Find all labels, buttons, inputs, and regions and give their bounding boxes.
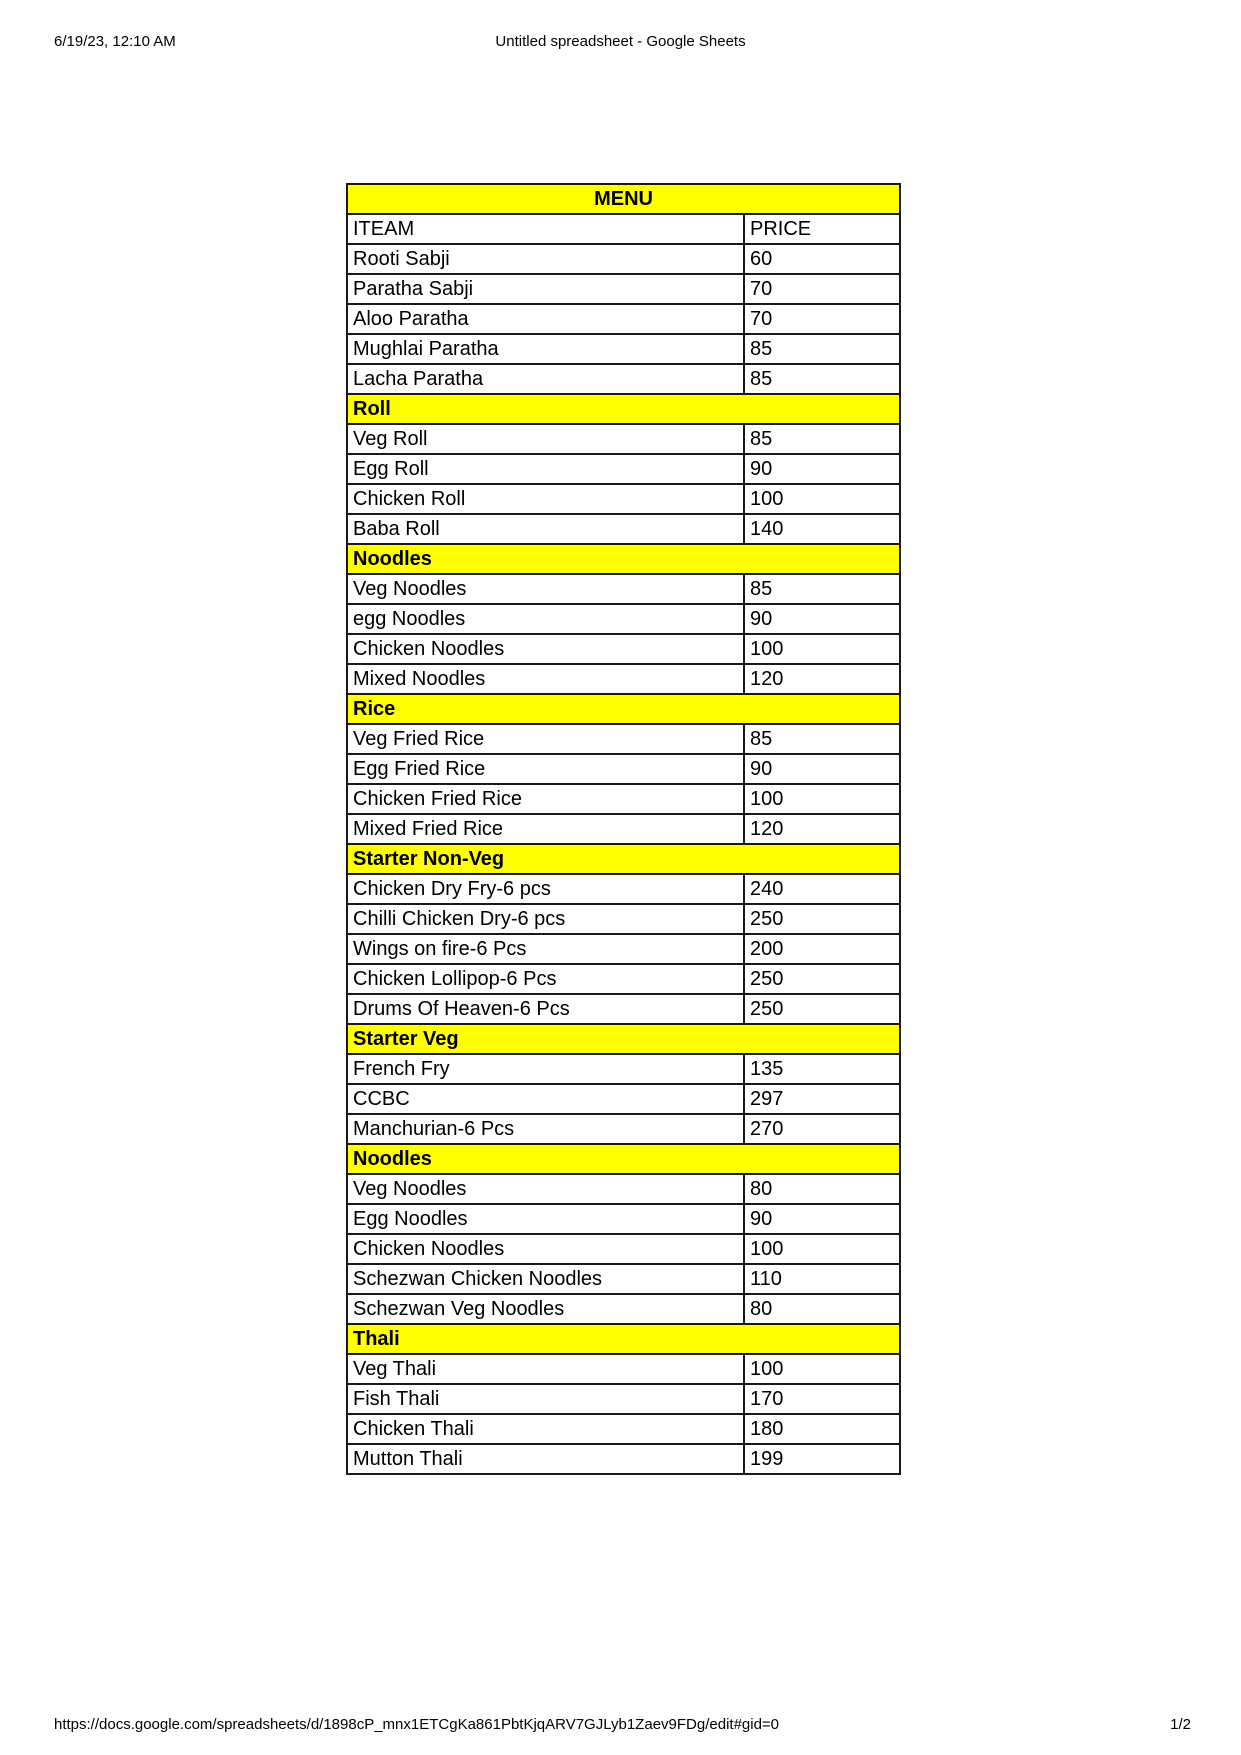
menu-item-row	[347, 634, 900, 664]
menu-item-price: 270	[744, 1114, 900, 1144]
menu-section-row	[347, 544, 900, 574]
menu-item-row	[347, 514, 900, 544]
menu-item-row	[347, 604, 900, 634]
menu-item-row	[347, 1264, 900, 1294]
menu-item-name: Fish Thali	[347, 1384, 744, 1414]
menu-item-row	[347, 1414, 900, 1444]
menu-item-price: 250	[744, 904, 900, 934]
menu-item-row	[347, 1084, 900, 1114]
menu-item-price: 80	[744, 1294, 900, 1324]
menu-item-price: 90	[744, 454, 900, 484]
menu-item-row	[347, 784, 900, 814]
menu-item-price: 135	[744, 1054, 900, 1084]
menu-item-price: 200	[744, 934, 900, 964]
menu-item-row	[347, 364, 900, 394]
menu-item-name: Chicken Thali	[347, 1414, 744, 1444]
menu-item-row	[347, 1384, 900, 1414]
menu-item-name: Lacha Paratha	[347, 364, 744, 394]
menu-item-row	[347, 1234, 900, 1264]
menu-section-row	[347, 1324, 900, 1354]
menu-item-price: 90	[744, 1204, 900, 1234]
menu-table	[346, 183, 901, 1475]
menu-item-price: 90	[744, 604, 900, 634]
menu-item-name: Veg Roll	[347, 424, 744, 454]
menu-item-row	[347, 754, 900, 784]
menu-item-name: Chicken Dry Fry-6 pcs	[347, 874, 744, 904]
menu-item-price: 85	[744, 364, 900, 394]
menu-table-body	[347, 184, 900, 1474]
menu-item-row	[347, 334, 900, 364]
menu-item-row	[347, 274, 900, 304]
menu-item-name: Mixed Fried Rice	[347, 814, 744, 844]
menu-item-row	[347, 454, 900, 484]
menu-item-price: 110	[744, 1264, 900, 1294]
menu-header-row	[347, 214, 900, 244]
menu-item-price: 85	[744, 724, 900, 754]
menu-section-label: Starter Veg	[347, 1024, 900, 1054]
menu-item-price: 60	[744, 244, 900, 274]
menu-item-row	[347, 1354, 900, 1384]
menu-item-row	[347, 964, 900, 994]
menu-section-row	[347, 1024, 900, 1054]
menu-item-row	[347, 1054, 900, 1084]
menu-section-label: Thali	[347, 1324, 900, 1354]
menu-section-label: Noodles	[347, 544, 900, 574]
menu-item-price: 250	[744, 964, 900, 994]
menu-item-name: Chicken Fried Rice	[347, 784, 744, 814]
menu-item-row	[347, 1204, 900, 1234]
price-column-header: PRICE	[744, 214, 900, 244]
item-column-header: ITEAM	[347, 214, 744, 244]
menu-item-name: Chicken Noodles	[347, 634, 744, 664]
menu-item-price: 80	[744, 1174, 900, 1204]
menu-title-row	[347, 184, 900, 214]
menu-item-name: Baba Roll	[347, 514, 744, 544]
menu-item-row	[347, 724, 900, 754]
menu-item-price: 85	[744, 334, 900, 364]
menu-item-row	[347, 424, 900, 454]
menu-item-price: 180	[744, 1414, 900, 1444]
menu-item-name: Veg Noodles	[347, 574, 744, 604]
menu-item-name: CCBC	[347, 1084, 744, 1114]
menu-item-name: Chicken Roll	[347, 484, 744, 514]
print-header-title: Untitled spreadsheet - Google Sheets	[495, 33, 746, 50]
menu-item-price: 170	[744, 1384, 900, 1414]
menu-item-name: Chicken Noodles	[347, 1234, 744, 1264]
menu-item-row	[347, 1294, 900, 1324]
menu-item-name: French Fry	[347, 1054, 744, 1084]
menu-item-name: Veg Noodles	[347, 1174, 744, 1204]
menu-item-price: 100	[744, 1354, 900, 1384]
menu-item-name: Chilli Chicken Dry-6 pcs	[347, 904, 744, 934]
menu-item-name: Veg Fried Rice	[347, 724, 744, 754]
menu-item-name: Chicken Lollipop-6 Pcs	[347, 964, 744, 994]
menu-item-row	[347, 994, 900, 1024]
menu-item-price: 85	[744, 574, 900, 604]
menu-item-price: 140	[744, 514, 900, 544]
menu-item-name: Wings on fire-6 Pcs	[347, 934, 744, 964]
menu-item-name: Paratha Sabji	[347, 274, 744, 304]
menu-item-price: 100	[744, 784, 900, 814]
menu-item-row	[347, 574, 900, 604]
menu-item-row	[347, 244, 900, 274]
menu-item-row	[347, 484, 900, 514]
menu-section-label: Noodles	[347, 1144, 900, 1174]
menu-item-row	[347, 1174, 900, 1204]
menu-item-price: 297	[744, 1084, 900, 1114]
menu-item-row	[347, 664, 900, 694]
menu-section-row	[347, 694, 900, 724]
menu-item-row	[347, 1114, 900, 1144]
menu-item-name: Egg Fried Rice	[347, 754, 744, 784]
menu-item-name: Mughlai Paratha	[347, 334, 744, 364]
menu-item-price: 199	[744, 1444, 900, 1474]
menu-section-label: Rice	[347, 694, 900, 724]
print-footer-url: https://docs.google.com/spreadsheets/d/1898cP_mnx1ETCgKa861PbtKjqARV7GJLyb1Zaev9FDg/edit#gid=0	[54, 1716, 780, 1733]
menu-item-name: Schezwan Chicken Noodles	[347, 1264, 744, 1294]
menu-item-row	[347, 934, 900, 964]
menu-section-label: Roll	[347, 394, 900, 424]
menu-item-name: Aloo Paratha	[347, 304, 744, 334]
menu-item-name: Egg Noodles	[347, 1204, 744, 1234]
menu-item-price: 250	[744, 994, 900, 1024]
menu-item-price: 120	[744, 664, 900, 694]
print-footer-page-number: 1/2	[1170, 1716, 1191, 1733]
menu-item-row	[347, 874, 900, 904]
menu-item-name: Veg Thali	[347, 1354, 744, 1384]
menu-item-name: Mutton Thali	[347, 1444, 744, 1474]
menu-item-row	[347, 1444, 900, 1474]
menu-item-name: Manchurian-6 Pcs	[347, 1114, 744, 1144]
menu-item-name: Mixed Noodles	[347, 664, 744, 694]
menu-item-row	[347, 814, 900, 844]
menu-item-row	[347, 304, 900, 334]
menu-section-row	[347, 844, 900, 874]
menu-section-label: Starter Non-Veg	[347, 844, 900, 874]
menu-item-price: 240	[744, 874, 900, 904]
menu-item-price: 70	[744, 274, 900, 304]
menu-section-row	[347, 394, 900, 424]
menu-item-name: Schezwan Veg Noodles	[347, 1294, 744, 1324]
menu-item-price: 100	[744, 484, 900, 514]
menu-title: MENU	[347, 184, 900, 214]
print-header-datetime: 6/19/23, 12:10 AM	[54, 33, 176, 50]
menu-item-price: 100	[744, 634, 900, 664]
menu-item-price: 100	[744, 1234, 900, 1264]
menu-item-row	[347, 904, 900, 934]
menu-item-name: Egg Roll	[347, 454, 744, 484]
menu-item-price: 85	[744, 424, 900, 454]
menu-item-name: egg Noodles	[347, 604, 744, 634]
menu-item-name: Drums Of Heaven-6 Pcs	[347, 994, 744, 1024]
menu-section-row	[347, 1144, 900, 1174]
menu-item-name: Rooti Sabji	[347, 244, 744, 274]
menu-item-price: 70	[744, 304, 900, 334]
menu-item-price: 90	[744, 754, 900, 784]
menu-item-price: 120	[744, 814, 900, 844]
